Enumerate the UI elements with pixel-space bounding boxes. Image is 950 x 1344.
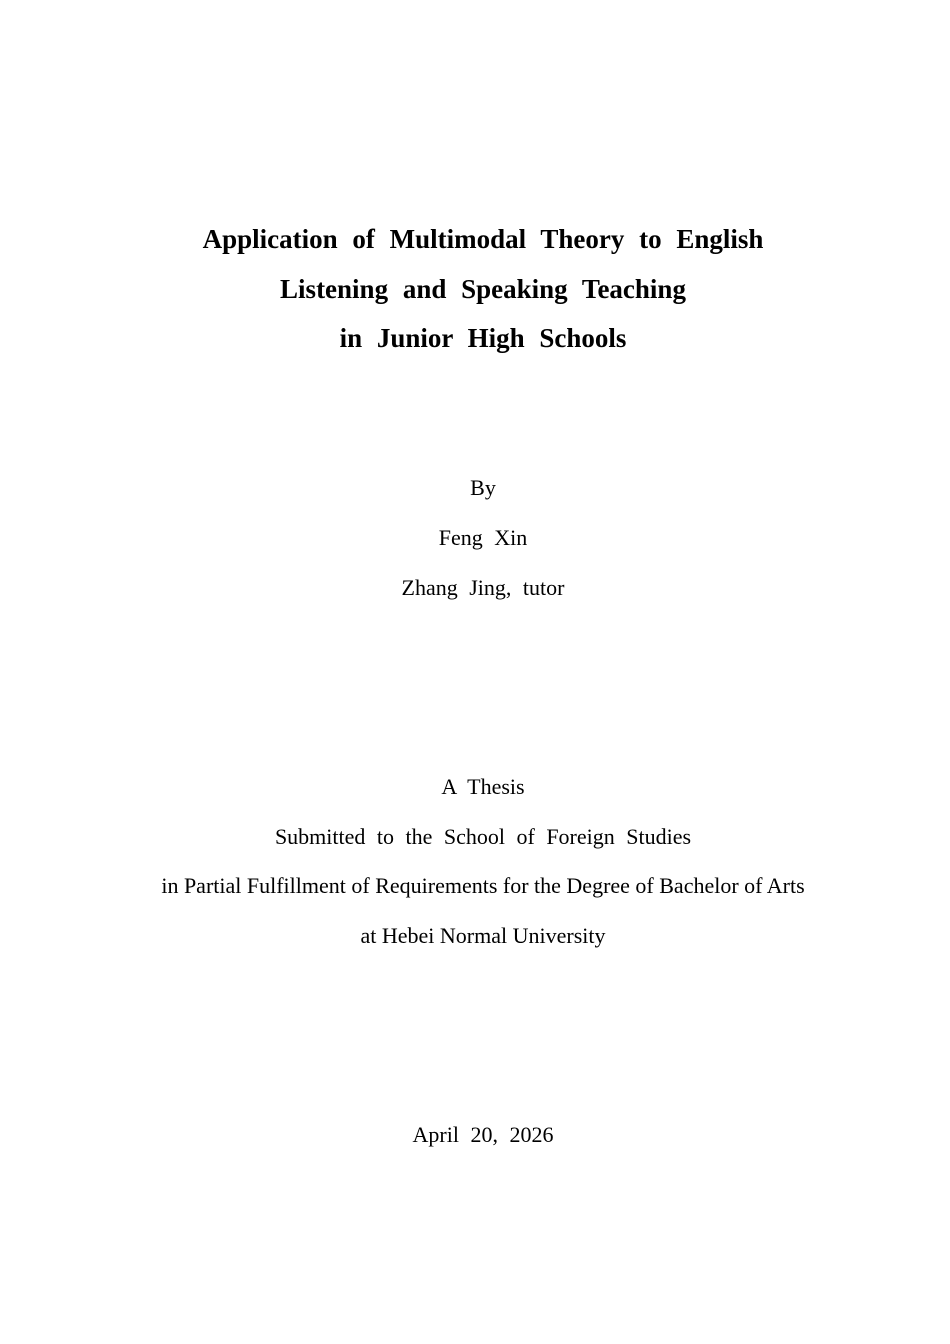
author-name: Feng Xin — [438, 525, 528, 550]
submission-line-3: in Partial Fulfillment of Requirements for the Degree of Bachelor of Arts — [161, 873, 805, 898]
thesis-title-line-3: in Junior High Schools — [339, 323, 627, 353]
submission-line-2: Submitted to the School of Foreign Studies — [274, 824, 692, 849]
thesis-title-line-2: Listening and Speaking Teaching — [280, 274, 686, 304]
tutor-name: Zhang Jing, tutor — [401, 575, 565, 600]
submission-line-1: A Thesis — [441, 774, 525, 799]
thesis-title-line-1: Application of Multimodal Theory to English — [202, 224, 764, 254]
by-label: By — [470, 475, 496, 500]
submission-date: April 20, 2026 — [412, 1122, 554, 1147]
submission-line-4: at Hebei Normal University — [360, 923, 606, 948]
